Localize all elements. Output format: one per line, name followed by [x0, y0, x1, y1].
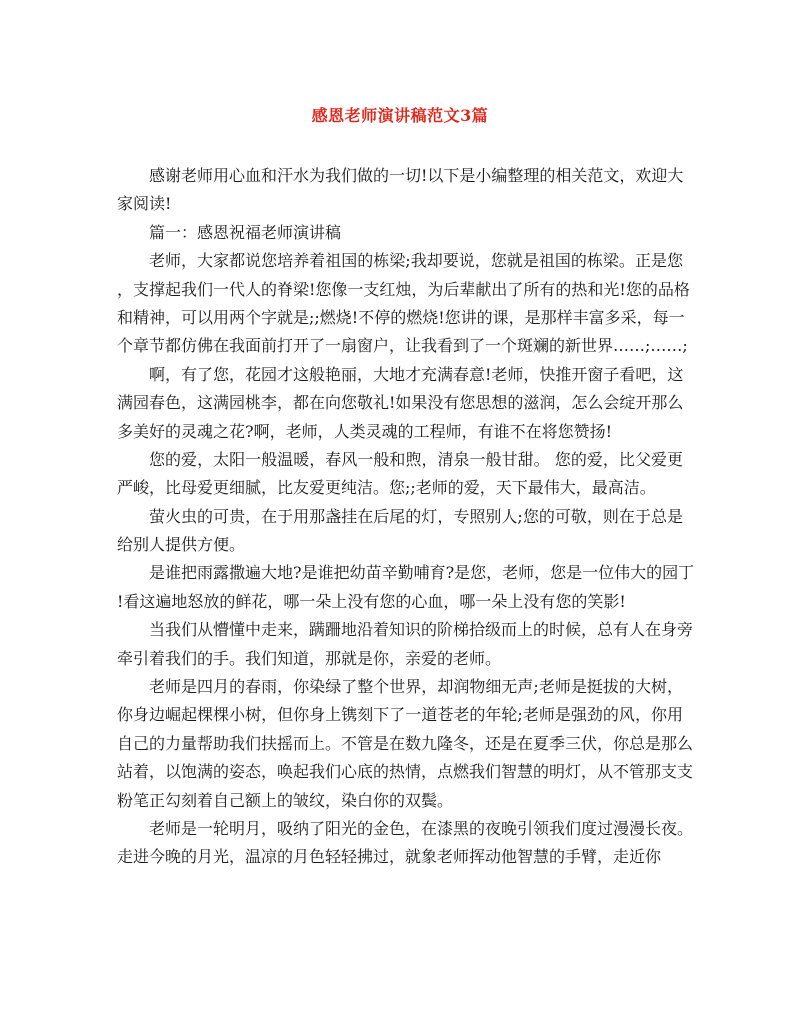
- document-title: 感恩老师演讲稿范文3篇: [311, 106, 489, 125]
- text-line: !看这遍地怒放的鲜花，哪一朵上没有您的心血，哪一朵上没有您的笑影!: [117, 591, 626, 611]
- text-line: 给别人提供方便。: [117, 535, 246, 555]
- text-line: 走进今晚的月光，温凉的月色轻轻拂过，就象老师挥动他智慧的手臂，走近你: [117, 847, 662, 867]
- text-line: 自己的力量帮助我们扶摇而上。不管是在数九隆冬，还是在夏季三伏，你总是那么: [117, 733, 694, 753]
- text-line: 篇一：感恩祝福老师演讲稿: [149, 222, 342, 242]
- text-line: 当我们从懵懂中走来，蹒跚地沿着知识的阶梯拾级而上的时候，总有人在身旁: [149, 620, 694, 640]
- text-line: 粉笔正勾刻着自己额上的皱纹，染白你的双鬓。: [117, 790, 454, 810]
- paragraph: [117, 446, 683, 503]
- text-line: ，支撑起我们一代人的脊梁!您像一支红烛，为后辈献出了所有的热和光!您的品格: [117, 279, 690, 299]
- paragraph: [117, 361, 683, 446]
- paragraph: [117, 559, 695, 616]
- document-body: [117, 162, 695, 872]
- text-line: 是谁把雨露撒遍大地?是谁把幼苗辛勤哺育?是您，老师，您是一位伟大的园丁: [149, 563, 695, 583]
- text-line: 严峻，比母爱更细腻，比友爱更纯洁。您;;老师的爱，天下最伟大，最高洁。: [117, 478, 656, 498]
- text-line: 你身边崛起棵棵小树，但你身上镌刻下了一道苍老的年轮;老师是强劲的风，你用: [117, 705, 683, 725]
- text-line: 啊，有了您，花园才这般艳丽，大地才充满春意!老师，快推开窗子看吧，这: [149, 364, 684, 384]
- text-line: 家阅读!: [117, 194, 172, 214]
- text-line: 老师是一轮明月，吸纳了阳光的金色，在漆黑的夜晚引领我们度过漫漫长夜。: [149, 818, 694, 838]
- text-line: 萤火虫的可贵，在于用那盏挂在后尾的灯，专照别人;您的可敬，则在于总是: [149, 506, 683, 526]
- paragraph: [117, 247, 690, 361]
- text-line: 老师是四月的春雨，你染绿了整个世界，却润物细无声;老师是挺拔的大树，: [149, 677, 683, 697]
- paragraph: [117, 503, 683, 560]
- paragraph: [117, 673, 694, 815]
- paragraph: [117, 815, 694, 872]
- text-line: 您的爱，太阳一般温暖，春风一般和煦，清泉一般甘甜。 您的爱，比父爱更: [149, 449, 683, 469]
- text-line: 老师，大家都说您培养着祖国的栋梁;我却要说，您就是祖国的栋梁。正是您: [149, 251, 683, 271]
- text-line: 和精神，可以用两个字就是;;燃烧!不停的燃烧!您讲的课，是那样丰富多采，每一: [117, 307, 685, 327]
- text-line: 站着，以饱满的姿态，唤起我们心底的热情，点燃我们智慧的明灯，从不管那支支: [117, 762, 694, 782]
- text-line: 牵引着我们的手。我们知道，那就是你，亲爱的老师。: [117, 648, 502, 668]
- paragraph: [117, 162, 683, 219]
- text-line: 个章节都仿佛在我面前打开了一扇窗户，让我看到了一个斑斓的新世界……;……;: [117, 336, 688, 356]
- paragraph: [117, 616, 694, 673]
- text-line: 满园春色，这满园桃李，都在向您敬礼!如果没有您思想的滋润，怎么会绽开那么: [117, 393, 684, 413]
- text-line: 多美好的灵魂之花?啊，老师，人类灵魂的工程师，有谁不在将您赞扬!: [117, 421, 613, 441]
- paragraph: [117, 219, 683, 247]
- text-line: 感谢老师用心血和汗水为我们做的一切!以下是小编整理的相关范文，欢迎大: [149, 166, 684, 185]
